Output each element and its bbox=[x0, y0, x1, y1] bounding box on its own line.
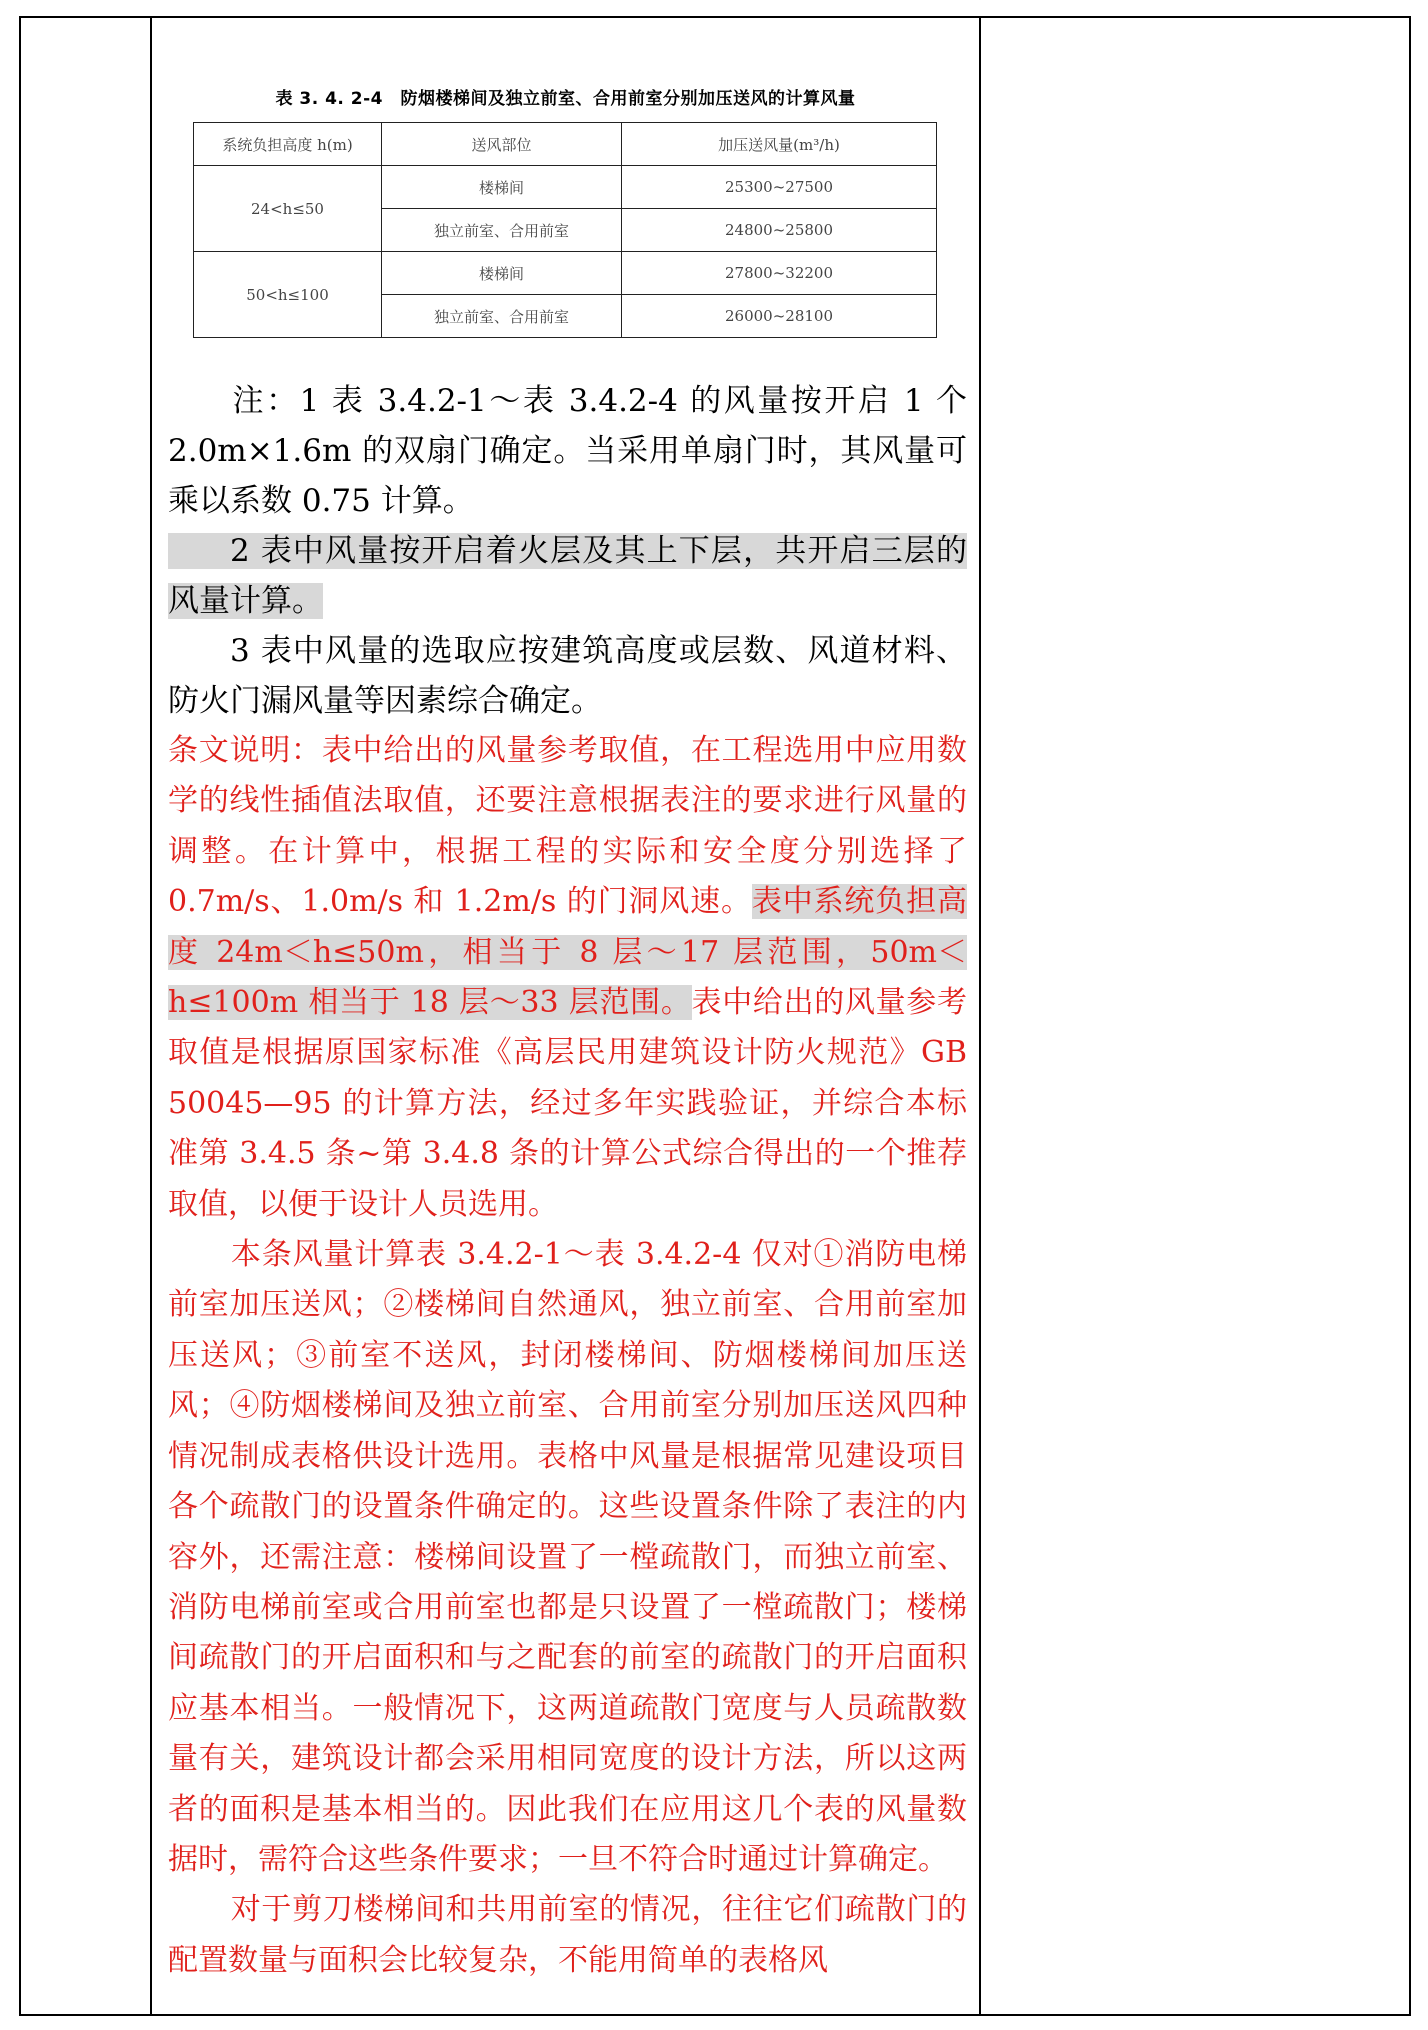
volume-cell: 26000~28100 bbox=[622, 295, 937, 338]
explanation-paragraph-2: 本条风量计算表 3.4.2-1～表 3.4.2-4 仅对①消防电梯前室加压送风；②楼梯间自然通风，独立前室、合用前室加压送风；③前室不送风，封闭楼梯间、防烟楼梯间加压送风；④防烟楼梯间及独立前室、合用前室分别加压送风四种情况制成表格供设计选用。表格中风量是根据常见建设项目各个疏散门的设置条件确定的。这些设置条件除了表注的内容外，还需注意：楼梯间设置了一樘疏散门，而独立前室、消防电梯前室或合用前室也都是只设置了一樘疏散门；楼梯间疏散门的开启面积和与之配套的前室的疏散门的开启面积应基本相当。一般情况下，这两道疏散门宽度与人员疏散数量有关，建筑设计都会采用相同宽度的设计方法，所以这两者的面积是基本相当的。因此我们在应用这几个表的风量数据时，需符合这些条件要求；一旦不符合时通过计算确定。 bbox=[168, 1237, 967, 1877]
height-range-cell: 50<h≤100 bbox=[194, 252, 382, 338]
document-body bbox=[168, 376, 967, 1986]
height-range-cell: 24<h≤50 bbox=[194, 166, 382, 252]
table-caption: 表 3. 4. 2-4 防烟楼梯间及独立前室、合用前室分别加压送风的计算风量 bbox=[275, 89, 856, 109]
header-height: 系统负担高度 h(m) bbox=[194, 123, 382, 166]
header-location: 送风部位 bbox=[382, 123, 622, 166]
location-cell: 楼梯间 bbox=[382, 252, 622, 295]
explanation-paragraph-1: 条文说明：表中给出的风量参考取值，在工程选用中应用数学的线性插值法取值，还要注意根据表注的要求进行风量的调整。在计算中，根据工程的实际和安全度分别选择了 0.7m/s、1.0m/s 和 1.2m/s 的门洞风速。表中系统负担高度 24m＜h≤50m，相当于 8 层～17 层范围，50m＜h≤100m 相当于 18 层～33 层范围。表中给出的风量参考取值是根据原国家标准《高层民用建筑设计防火规范》GB 50045—95 的计算方法，经过多年实践验证，并综合本标准第 3.4.5 条~第 3.4.8 条的计算公式综合得出的一个推荐取值，以便于设计人员选用。 bbox=[168, 733, 967, 1222]
air-volume-table bbox=[193, 122, 937, 338]
right-column-divider bbox=[979, 16, 981, 2016]
header-volume: 加压送风量(m³/h) bbox=[622, 123, 937, 166]
location-cell: 独立前室、合用前室 bbox=[382, 295, 622, 338]
content-column bbox=[152, 16, 979, 2016]
note-2: 2 表中风量按开启着火层及其上下层，共开启三层的风量计算。 bbox=[168, 533, 967, 619]
table-header-row bbox=[194, 123, 937, 166]
location-cell: 独立前室、合用前室 bbox=[382, 209, 622, 252]
note-1: 注：1 表 3.4.2-1～表 3.4.2-4 的风量按开启 1 个 2.0m×1.6m 的双扇门确定。当采用单扇门时，其风量可乘以系数 0.75 计算。 bbox=[168, 383, 967, 519]
volume-cell: 27800~32200 bbox=[622, 252, 937, 295]
volume-cell: 24800~25800 bbox=[622, 209, 937, 252]
volume-cell: 25300~27500 bbox=[622, 166, 937, 209]
explanation-paragraph-3: 对于剪刀楼梯间和共用前室的情况，往往它们疏散门的配置数量与面积会比较复杂，不能用简单的表格风 bbox=[168, 1892, 967, 1978]
note-3: 3 表中风量的选取应按建筑高度或层数、风道材料、防火门漏风量等因素综合确定。 bbox=[168, 633, 967, 719]
table-row bbox=[194, 252, 937, 295]
location-cell: 楼梯间 bbox=[382, 166, 622, 209]
table-row bbox=[194, 166, 937, 209]
